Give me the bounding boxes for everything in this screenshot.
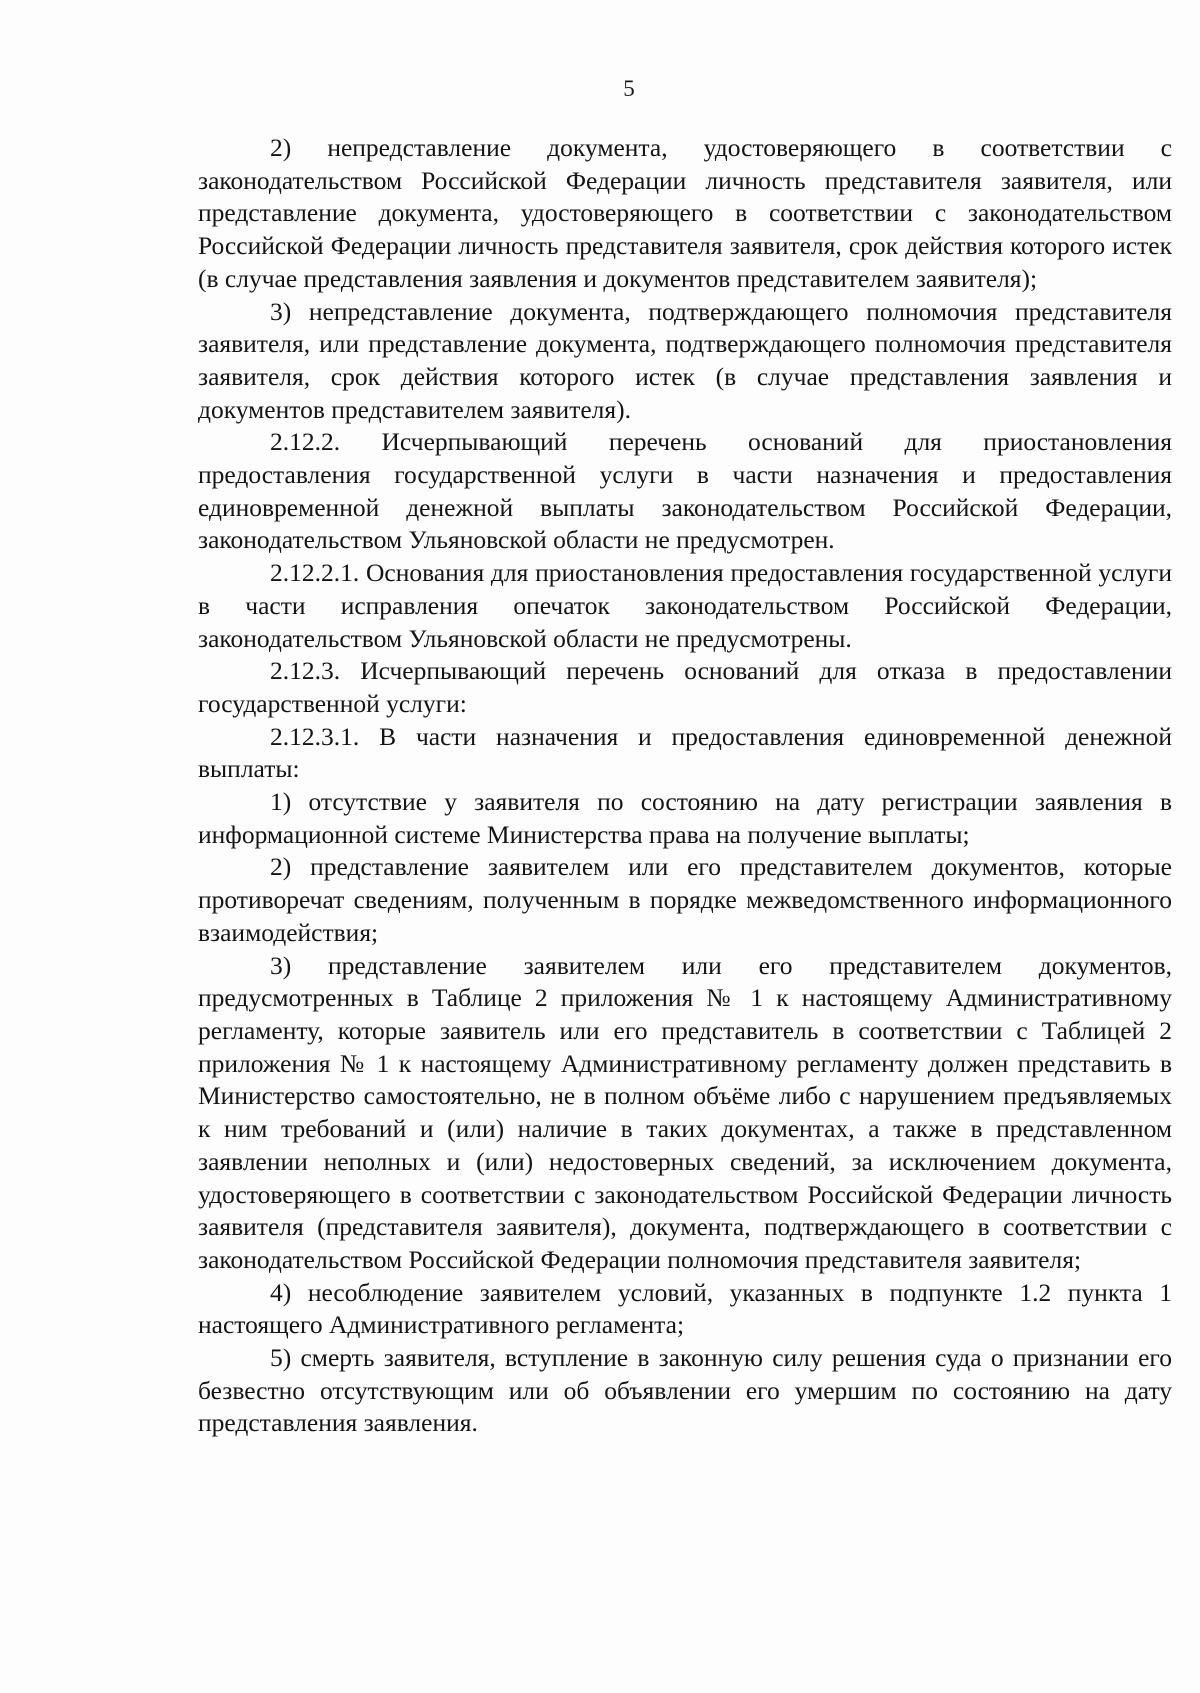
paragraph-refusal-item-2: 2) представление заявителем или его представителем документов, которые противоречат сведениям, полученным в порядке межведомственного информационного взаимодействия; <box>198 852 1172 947</box>
page-number: 5 <box>623 76 635 101</box>
paragraph-item-2-identity-document: 2) непредставление документа, удостоверяющего в соответствии с законодательством Российской Федерации личность представителя заявителя, или представление документа, удостоверяющего в соответствии с законодательством Российской Федерации личность представителя заявителя, срок действия которого истек (в случае представления заявления и документов представителем заявителя); <box>198 133 1172 293</box>
paragraph-2-12-3-refusal-grounds: 2.12.3. Исчерпывающий перечень оснований для отказа в предоставлении государственной услуги: <box>198 656 1172 718</box>
paragraph-refusal-item-4: 4) несоблюдение заявителем условий, указанных в подпункте 1.2 пункта 1 настоящего Административного регламента; <box>198 1277 1172 1340</box>
paragraph-refusal-item-5: 5) смерть заявителя, вступление в законную силу решения суда о признании его безвестно отсутствующим или об объявлении его умершим по состоянию на дату представления заявления. <box>198 1343 1172 1438</box>
paragraph-refusal-item-3: 3) представление заявителем или его представителем документов, предусмотренных в Таблице 2 приложения № 1 к настоящему Административному регламенту, которые заявитель или его представитель в соответствии с Таблицей 2 приложения № 1 к настоящему Административному регламенту должен представить в Министерство самостоятельно, не в полном объёме либо с нарушением предъявляемых к ним требований и (или) наличие в таких документах, а также в представленном заявлении неполных и (или) недостоверных сведений, за исключением документа, удостоверяющего в соответствии с законодательством Российской Федерации личность заявителя (представителя заявителя), документа, подтверждающего в соответствии с законодательством Российской Федерации полномочия представителя заявителя; <box>198 950 1172 1274</box>
paragraph-refusal-item-1: 1) отсутствие у заявителя по состоянию на дату регистрации заявления в информационной системе Министерства права на получение выплаты; <box>198 787 1172 849</box>
paragraph-2-12-3-1-payment: 2.12.3.1. В части назначения и предоставления единовременной денежной выплаты: <box>198 721 1172 784</box>
paragraph-2-12-2-suspension: 2.12.2. Исчерпывающий перечень оснований для приостановления предоставления государственной услуги в части назначения и предоставления единовременной денежной выплаты законодательством Российской Федерации, законодательством Ульяновской области не предусмотрен. <box>198 427 1172 555</box>
paragraph-2-12-2-1-suspension-corrections: 2.12.2.1. Основания для приостановления предоставления государственной услуги в части исправления опечаток законодательством Российской Федерации, законодательством Ульяновской области не предусмотрены. <box>198 558 1172 653</box>
paragraph-item-3-authority-document: 3) непредставление документа, подтверждающего полномочия представителя заявителя, или представление документа, подтверждающего полномочия представителя заявителя, срок действия которого истек (в случае представления заявления и документов представителем заявителя). <box>198 296 1172 424</box>
document-body <box>198 132 1172 1440</box>
